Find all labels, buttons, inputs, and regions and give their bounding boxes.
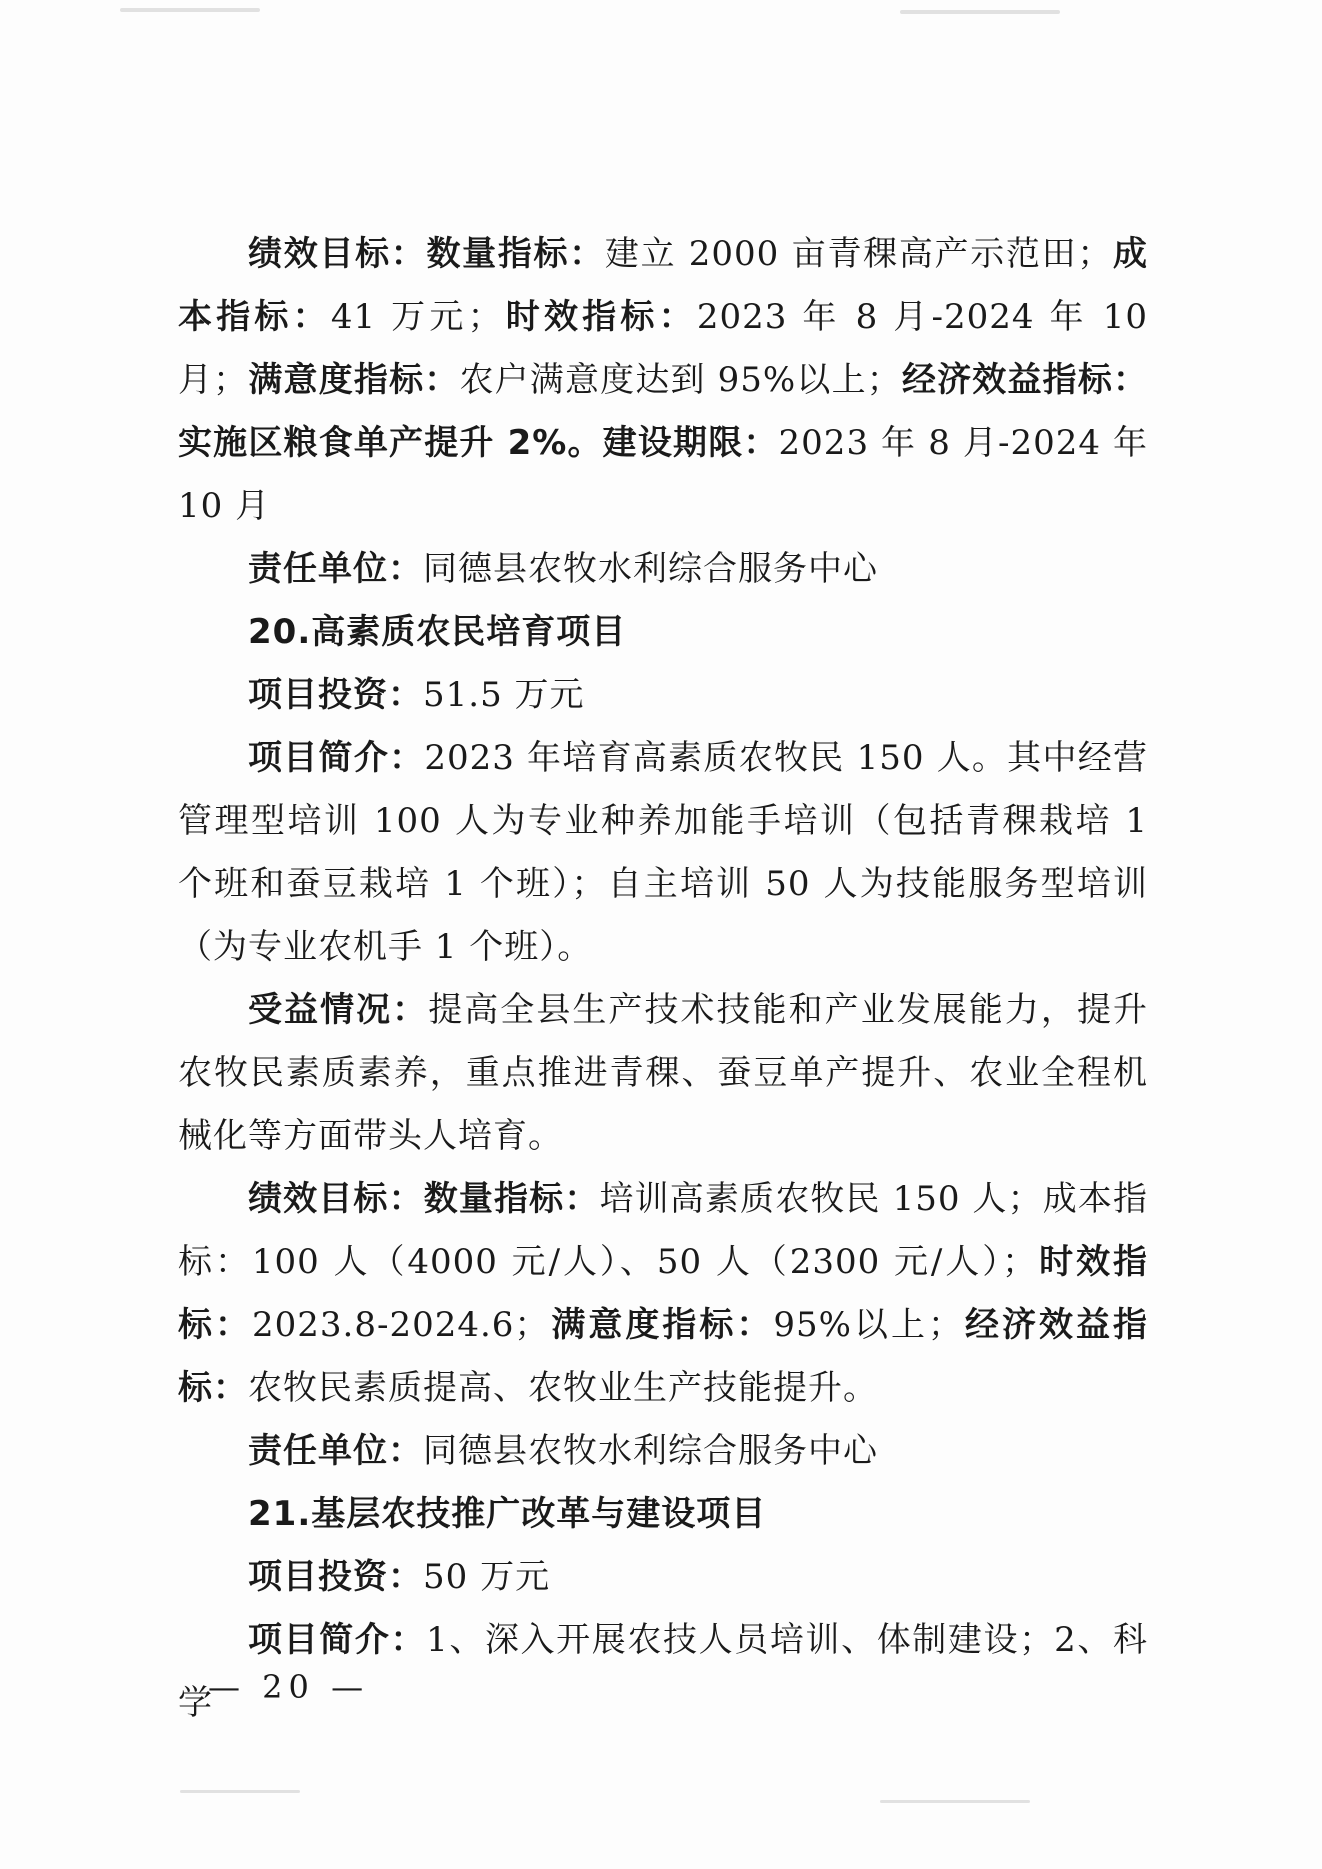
bold-label: 项目投资： <box>248 1557 423 1597</box>
scan-artifact <box>180 1790 300 1793</box>
performance-goals-paragraph <box>178 1168 1148 1420</box>
bold-label: 满意度指标： <box>248 360 460 400</box>
bold-label: 经济效益指标：实施区粮食单产提升 2%。建设期限： <box>178 360 1149 463</box>
section-heading-20 <box>178 601 1148 664</box>
body-text: 建立 2000 亩青稞高产示范田； <box>604 234 1113 274</box>
bold-label: 成本指标： <box>178 234 1149 337</box>
project-investment-paragraph <box>178 1546 1148 1609</box>
body-text: 培训高素质农牧民 150 人；成本指标：100 人（4000 元/人）、50 人（2300 元/人）； <box>178 1179 1149 1282</box>
responsible-unit-paragraph <box>178 538 1148 601</box>
project-investment-paragraph <box>178 664 1148 727</box>
page-number: — 20 — <box>208 1668 370 1706</box>
bold-label: 项目简介： <box>248 1620 427 1660</box>
section-heading-21 <box>178 1483 1148 1546</box>
body-text: 41 万元； <box>330 297 503 337</box>
body-text: 农户满意度达到 95%以上； <box>459 360 902 400</box>
performance-goals-paragraph <box>178 223 1148 538</box>
scan-artifact <box>880 1800 1030 1803</box>
bold-label: 绩效目标： <box>248 1179 424 1219</box>
scan-artifact <box>120 8 260 12</box>
body-text: 50 万元 <box>423 1557 551 1597</box>
bold-label: 经济效益指标： <box>178 1305 1148 1408</box>
document-body <box>178 223 1148 1735</box>
project-summary-paragraph <box>178 727 1148 979</box>
bold-label: 数量指标： <box>423 1179 600 1219</box>
body-text: 提高全县生产技术技能和产业发展能力，提升农牧民素质素养，重点推进青稞、蚕豆单产提升、农业全程机械化等方面带头人培育。 <box>178 990 1149 1156</box>
bold-label: 受益情况： <box>248 990 429 1030</box>
bold-label: 数量指标： <box>426 234 605 274</box>
body-text: 2023 年培育高素质农牧民 150 人。其中经营管理型培训 100 人为专业种养加能手培训（包括青稞栽培 1 个班和蚕豆栽培 1 个班）；自主培训 50 人为技能服务型培训（为专业农机手 1 个班）。 <box>178 738 1148 967</box>
body-text: 95%以上； <box>773 1305 963 1345</box>
bold-label: 时效指标： <box>178 1242 1149 1345</box>
bold-label: 责任单位： <box>248 549 423 589</box>
benefit-paragraph <box>178 979 1148 1168</box>
body-text: 同德县农牧水利综合服务中心 <box>423 549 878 589</box>
responsible-unit-paragraph <box>178 1420 1148 1483</box>
body-text: 2023 年 8 月-2024 年 10 月； <box>178 297 1149 400</box>
bold-label: 时效指标： <box>502 297 697 337</box>
scan-artifact <box>900 10 1060 14</box>
body-text: 51.5 万元 <box>423 675 585 715</box>
bold-label: 项目简介： <box>248 738 425 778</box>
bold-label: 绩效目标： <box>248 234 427 274</box>
body-text: 2023 年 8 月-2024 年 10 月 <box>178 423 1149 526</box>
body-text: 同德县农牧水利综合服务中心 <box>423 1431 878 1471</box>
bold-label: 责任单位： <box>248 1431 423 1471</box>
body-text: 1、深入开展农技人员培训、体制建设；2、科学 <box>178 1620 1149 1723</box>
body-text: 2023.8-2024.6； <box>252 1305 550 1345</box>
bold-label: 满意度指标： <box>549 1305 774 1345</box>
bold-label: 21.基层农技推广改革与建设项目 <box>248 1494 767 1534</box>
bold-label: 项目投资： <box>248 675 423 715</box>
body-text: 农牧民素质提高、农牧业生产技能提升。 <box>248 1368 878 1408</box>
bold-label: 20.高素质农民培育项目 <box>248 612 627 652</box>
